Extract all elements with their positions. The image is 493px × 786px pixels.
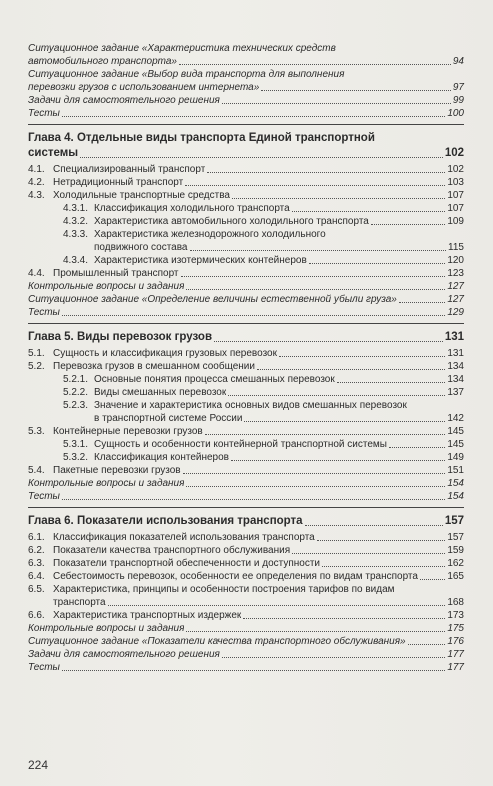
chapter-4-heading[interactable] [28,131,464,161]
section-number: 5.2.2. [63,387,89,398]
toc-entry-title: Перевозка грузов в смешанном сообщении [53,361,255,372]
toc-page-number: 127 [447,281,464,292]
toc-entry[interactable] [28,583,464,609]
section-number: 6.1. [28,532,45,543]
toc-entry[interactable] [28,648,464,661]
toc-page-number: 154 [447,491,464,502]
toc-entry-title: Тесты [28,108,60,119]
toc-page-number: 157 [447,532,464,543]
toc-entry[interactable] [28,163,464,176]
toc-page-number: 177 [447,662,464,673]
toc-page-number: 177 [447,649,464,660]
toc-page-number: 102 [447,164,464,175]
toc-entry-title: Характеристика, принципы и особенности построения тарифов по видам [53,584,395,595]
toc-entry-title: Характеристика железнодорожного холодильного [94,229,326,240]
section-number: 6.4. [28,571,45,582]
toc-entry[interactable] [28,477,464,490]
section-number: 4.4. [28,268,45,279]
chapter-title: Глава 4. Отдельные виды транспорта Единой транспортной [28,132,375,144]
toc-entry[interactable] [28,189,464,202]
toc-entry-title: Тесты [28,307,60,318]
toc-entry-title: Холодильные транспортные средства [53,190,230,201]
toc-page-number: 162 [447,558,464,569]
toc-entry-title: Ситуационное задание «Характеристика технических средств [28,43,336,54]
toc-page-number: 145 [447,439,464,450]
toc-page-number: 129 [447,307,464,318]
toc-entry-title: Ситуационное задание «Выбор вида транспорта для выполнения [28,69,345,80]
toc-entry-title: Задачи для самостоятельного решения [28,649,220,660]
section-number: 6.5. [28,584,45,595]
toc-entry[interactable] [28,622,464,635]
section-number: 4.3.4. [63,255,89,266]
toc-subentry[interactable] [28,373,464,386]
toc-page-number: 168 [447,597,464,608]
toc-page-number: 107 [447,190,464,201]
toc-page-number: 134 [447,374,464,385]
toc-entry-title: Контрольные вопросы и задания [28,281,185,292]
toc-entry-title: Контейнерные перевозки грузов [53,426,203,437]
toc-page-number: 154 [447,478,464,489]
toc-entry[interactable] [28,280,464,293]
section-number: 5.3.1. [63,439,89,450]
toc-entry-title: Ситуационное задание «Показатели качества транспортного обслуживания» [28,636,406,647]
toc-page-number: 175 [447,623,464,634]
section-number: 6.3. [28,558,45,569]
section-number: 5.1. [28,348,45,359]
toc-entry-title: Промышленный транспорт [53,268,179,279]
toc-entry[interactable] [28,68,464,94]
toc-subentry[interactable] [28,451,464,464]
section-number: 4.3.2. [63,216,89,227]
toc-entry-title: в транспортной системе России [94,413,243,424]
toc-entry-title: Классификация холодильного транспорта [94,203,290,214]
toc-entry-title: Показатели качества транспортного обслуживания [53,545,291,556]
section-number: 5.4. [28,465,45,476]
toc-page-number: 131 [447,348,464,359]
toc-subentry[interactable] [28,215,464,228]
toc-entry[interactable] [28,544,464,557]
toc-entry-title: Нетрадиционный транспорт [53,177,184,188]
page-number: 224 [28,758,49,772]
toc-entry-title: Тесты [28,662,60,673]
section-number: 5.2.1. [63,374,89,385]
toc-subentry[interactable] [28,254,464,267]
toc-entry-title: Специализированный транспорт [53,164,206,175]
chapter-divider [28,124,464,125]
toc-entry[interactable] [28,94,464,107]
toc-entry-title: Себестоимость перевозок, особенности ее определения по видам транспорта [53,571,418,582]
chapter-divider [28,323,464,324]
section-number: 5.2. [28,361,45,372]
toc-entry[interactable] [28,293,464,306]
toc-entry-title: Классификация контейнеров [94,452,229,463]
toc-entry[interactable] [28,306,464,319]
toc-entry-title: транспорта [53,597,106,608]
section-number: 6.6. [28,610,45,621]
toc-subentry[interactable] [28,438,464,451]
toc-entry-title: Характеристика изотермических контейнеров [94,255,307,266]
toc-entry[interactable] [28,107,464,120]
section-number: 5.3.2. [63,452,89,463]
toc-page-number: 107 [447,203,464,214]
toc-entry-title: автомобильного транспорта» [28,56,177,67]
toc-entry-title: Контрольные вопросы и задания [28,478,185,489]
toc-subentry[interactable] [28,386,464,399]
chapter-title: системы [28,147,79,159]
toc-subentry[interactable] [28,228,464,254]
section-number: 4.3. [28,190,45,201]
toc-page-number: 165 [447,571,464,582]
toc-entry[interactable] [28,360,464,373]
toc-entry[interactable] [28,267,464,280]
toc-entry[interactable] [28,176,464,189]
toc-entry-title: Виды смешанных перевозок [94,387,227,398]
toc-entry-title: Значение и характеристика основных видов смешанных перевозок [94,400,407,411]
toc-page-number: 103 [447,177,464,188]
toc-page-number: 123 [447,268,464,279]
toc-page-number: 142 [447,413,464,424]
toc-entry[interactable] [28,347,464,360]
chapter-divider [28,507,464,508]
toc-entry[interactable] [28,557,464,570]
toc-entry[interactable] [28,490,464,503]
toc-subentry[interactable] [28,202,464,215]
toc-page-number: 176 [447,636,464,647]
toc-entry[interactable] [28,42,464,68]
toc-entry[interactable] [28,635,464,648]
toc-page-number: 99 [452,95,464,106]
toc-entry-title: Сущность и особенности контейнерной транспортной системы [94,439,387,450]
section-number: 6.2. [28,545,45,556]
toc-entry-title: Показатели транспортной обеспеченности и доступности [53,558,321,569]
toc-entry-title: Пакетные перевозки грузов [53,465,181,476]
section-number: 4.2. [28,177,45,188]
section-number: 5.3. [28,426,45,437]
toc-entry[interactable] [28,609,464,622]
toc-page-number: 94 [452,56,464,67]
toc-page-number: 149 [447,452,464,463]
toc-entry[interactable] [28,661,464,674]
table-of-contents [28,42,464,674]
toc-entry-title: Характеристика транспортных издержек [53,610,242,621]
toc-entry[interactable] [28,464,464,477]
toc-page-number: 145 [447,426,464,437]
toc-entry-title: Основные понятия процесса смешанных перевозок [94,374,335,385]
toc-subentry[interactable] [28,399,464,425]
toc-page-number: 127 [447,294,464,305]
toc-page-number: 120 [447,255,464,266]
toc-page-number: 159 [447,545,464,556]
toc-entry-title: Задачи для самостоятельного решения [28,95,220,106]
toc-page-number: 131 [444,331,464,343]
toc-page-number: 157 [444,515,464,527]
toc-entry-title: Ситуационное задание «Определение величины естественной убыли груза» [28,294,397,305]
toc-entry[interactable] [28,531,464,544]
section-number: 5.2.3. [63,400,89,411]
toc-page-number: 137 [447,387,464,398]
toc-entry[interactable] [28,425,464,438]
chapter-title: Глава 6. Показатели использования транспорта [28,515,303,527]
toc-page-number: 102 [444,147,464,159]
section-number: 4.3.1. [63,203,89,214]
chapter-5-heading[interactable] [28,330,464,345]
section-number: 4.3.3. [63,229,89,240]
toc-entry-title: подвижного состава [94,242,188,253]
toc-entry-title: Классификация показателей использования транспорта [53,532,315,543]
chapter-title: Глава 5. Виды перевозок грузов [28,331,213,343]
chapter-6-heading[interactable] [28,514,464,529]
toc-page-number: 151 [447,465,464,476]
toc-page-number: 115 [448,242,464,253]
toc-page-number: 97 [452,82,464,93]
toc-entry[interactable] [28,570,464,583]
toc-entry-title: Тесты [28,491,60,502]
section-number: 4.1. [28,164,45,175]
toc-page-number: 134 [447,361,464,372]
toc-entry-title: Контрольные вопросы и задания [28,623,185,634]
toc-page-number: 173 [447,610,464,621]
toc-page-number: 109 [447,216,464,227]
toc-entry-title: Характеристика автомобильного холодильного транспорта [94,216,369,227]
toc-entry-title: Сущность и классификация грузовых перевозок [53,348,277,359]
toc-page-number: 100 [447,108,464,119]
toc-entry-title: перевозки грузов с использованием интернета» [28,82,260,93]
